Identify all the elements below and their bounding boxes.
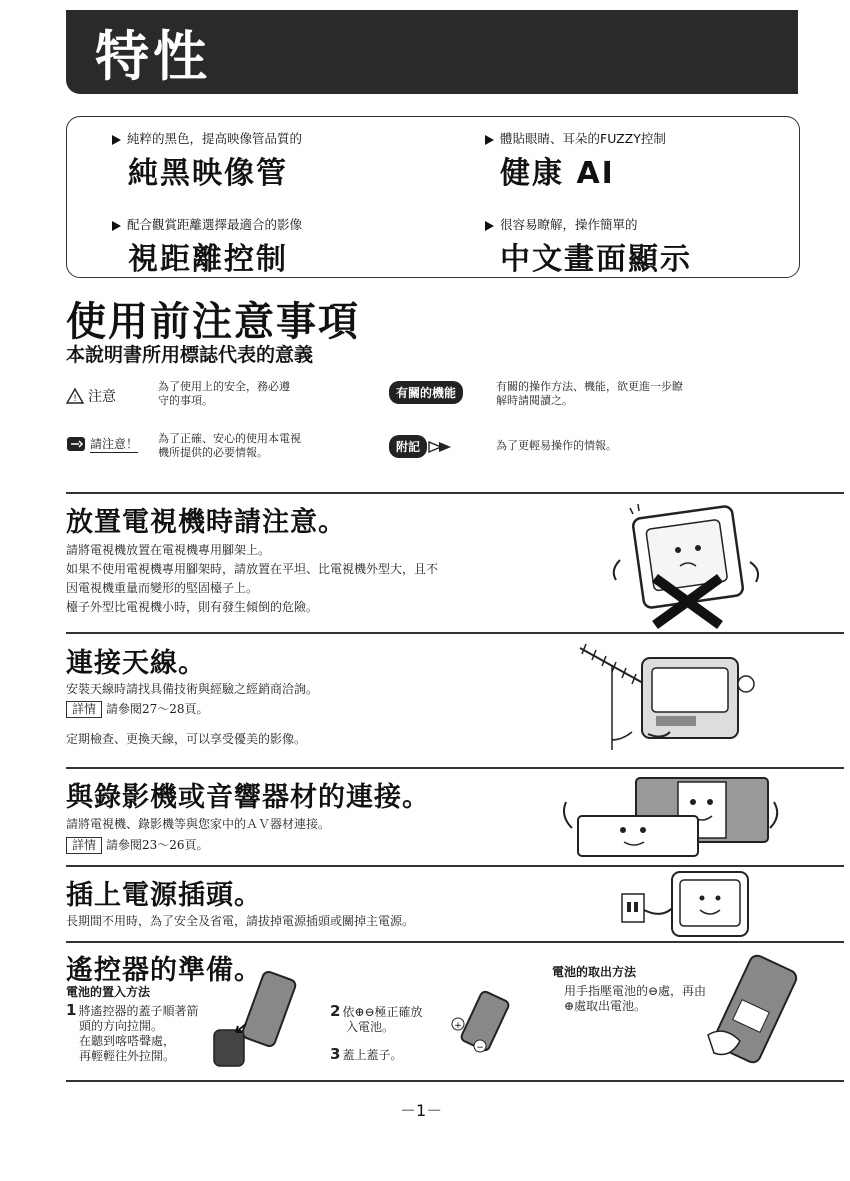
power-title: 插上電源插頭。 <box>66 880 262 911</box>
feature-3-sub <box>112 215 302 233</box>
legend-notice-label: 請注意！ <box>90 437 139 451</box>
battery-insert-illustration <box>442 990 516 1062</box>
battery-remove-text <box>564 984 706 1014</box>
feature-1-sub <box>112 129 302 147</box>
step-2-line: 入電池。 <box>346 1020 395 1034</box>
legend-caution <box>66 386 116 406</box>
battery-insert-title: 電池的置入方法 <box>66 985 151 999</box>
tv-placement-illustration <box>600 500 770 630</box>
legend-note-badge: 附記 <box>389 435 427 458</box>
placement-line: 因電視機重量而變形的堅固檯子上。 <box>66 581 259 595</box>
placement-title: 放置電視機時請注意。 <box>66 507 346 538</box>
svg-text:+: + <box>454 1021 462 1031</box>
remote-open-cover-illustration <box>212 968 302 1078</box>
divider <box>66 1080 844 1082</box>
remove-line: 用手指壓電池的⊖處，再由 <box>564 984 707 998</box>
divider <box>66 632 844 634</box>
divider <box>66 865 844 867</box>
legend-related-line1: 有關的操作方法、機能，欲更進一步瞭 <box>496 380 683 393</box>
av-line1: 請將電視機、錄影機等與您家中的ＡＶ器材連接。 <box>66 817 331 831</box>
battery-remove-illustration <box>700 955 800 1065</box>
feature-3-sub-text: 配合觀賞距離選擇最適合的影像 <box>127 217 303 232</box>
feature-1-title: 純黑映像管 <box>128 156 288 191</box>
page-number: －1－ <box>400 1101 443 1120</box>
details-label: 詳情 <box>66 837 102 854</box>
feature-2-sub-text: 體貼眼睛、耳朵的FUZZY控制 <box>500 131 666 146</box>
remote-title: 遙控器的準備。 <box>66 955 262 986</box>
hand-pointer-icon <box>66 436 86 452</box>
antenna-title: 連接天線。 <box>66 648 206 679</box>
legend-caution-text <box>158 380 290 408</box>
arrow-icon <box>485 221 494 231</box>
feature-1-sub-text: 純粹的黑色，提高映像管品質的 <box>127 131 303 146</box>
step-1-line: 在聽到喀嗒聲處， <box>79 1034 176 1048</box>
step-number: 3 <box>330 1045 341 1063</box>
legend-notice-text <box>158 432 301 460</box>
antenna-line2: 定期檢查、更換天線，可以享受優美的影像。 <box>66 732 307 746</box>
step-2 <box>330 1004 423 1035</box>
legend-notice <box>66 435 138 453</box>
legend-notice-line1: 為了正確、安心的使用本電視 <box>158 432 301 445</box>
arrow-right-icon <box>427 439 453 455</box>
step-3 <box>330 1047 402 1063</box>
placement-line: 如果不使用電視機專用腳架時，請放置在平坦、比電視機外型大，且不 <box>66 562 439 576</box>
antenna-ref-text: 請參閱27～28頁。 <box>106 702 209 716</box>
feature-4-sub-text: 很容易瞭解，操作簡單的 <box>500 217 638 232</box>
antenna-ref <box>66 700 209 719</box>
step-3-line: 蓋上蓋子。 <box>342 1048 403 1062</box>
legend-related-line2: 解時請閱讀之。 <box>496 394 573 407</box>
battery-remove-title: 電池的取出方法 <box>552 965 637 979</box>
arrow-icon <box>112 221 121 231</box>
antenna-tv-illustration <box>572 640 772 760</box>
page-title: 特性 <box>95 25 211 88</box>
step-1 <box>66 1003 198 1064</box>
av-equipment-illustration <box>548 772 788 864</box>
remove-line: ⊕處取出電池。 <box>564 999 647 1013</box>
legend-note-text: 為了更輕易操作的情報。 <box>496 439 617 452</box>
step-number: 2 <box>330 1002 341 1020</box>
divider <box>66 767 844 769</box>
power-line1: 長期間不用時，為了安全及省電，請拔掉電源插頭或關掉主電源。 <box>66 914 415 928</box>
placement-line: 請將電視機放置在電視機專用腳架上。 <box>66 543 271 557</box>
feature-3-title: 視距離控制 <box>128 242 288 277</box>
step-number: 1 <box>66 1001 77 1019</box>
details-label: 詳情 <box>66 701 102 718</box>
legend-note <box>389 435 453 458</box>
divider <box>66 941 844 943</box>
av-ref <box>66 836 209 855</box>
legend-caution-line1: 為了使用上的安全，務必遵 <box>158 380 290 393</box>
av-ref-text: 請參閱23～26頁。 <box>106 838 209 852</box>
precautions-title: 使用前注意事項 <box>66 299 360 345</box>
feature-2-title: 健康 AI <box>500 156 615 191</box>
feature-4-sub <box>485 215 638 233</box>
feature-2-sub <box>485 129 666 147</box>
divider <box>66 492 844 494</box>
step-1-line: 再輕輕往外拉開。 <box>79 1049 176 1063</box>
placement-text <box>66 541 536 617</box>
precautions-subtitle: 本說明書所用標誌代表的意義 <box>66 344 314 366</box>
warning-triangle-icon <box>66 388 84 404</box>
antenna-line1: 安裝天線時請找具備技術與經驗之經銷商洽詢。 <box>66 682 319 696</box>
step-1-line: 將遙控器的蓋子順著箭 <box>78 1004 199 1018</box>
step-1-line: 頭的方向拉開。 <box>79 1019 164 1033</box>
av-title: 與錄影機或音響器材的連接。 <box>66 782 430 813</box>
legend-related-text <box>496 380 683 408</box>
arrow-icon <box>112 135 121 145</box>
step-2-line: 依⊕⊖極正確放 <box>342 1005 423 1019</box>
legend-notice-line2: 機所提供的必要情報。 <box>158 446 268 459</box>
feature-4-title: 中文畫面顯示 <box>500 242 692 277</box>
legend-caution-label: 注意 <box>88 389 116 405</box>
placement-line: 檯子外型比電視機小時，則有發生傾倒的危險。 <box>66 600 319 614</box>
power-plug-tv-illustration <box>618 868 758 940</box>
legend-related-badge: 有關的機能 <box>389 381 463 404</box>
arrow-icon <box>485 135 494 145</box>
svg-text:−: − <box>476 1043 484 1053</box>
svg-text:!: ! <box>73 394 77 404</box>
legend-caution-line2: 守的事項。 <box>158 394 213 407</box>
